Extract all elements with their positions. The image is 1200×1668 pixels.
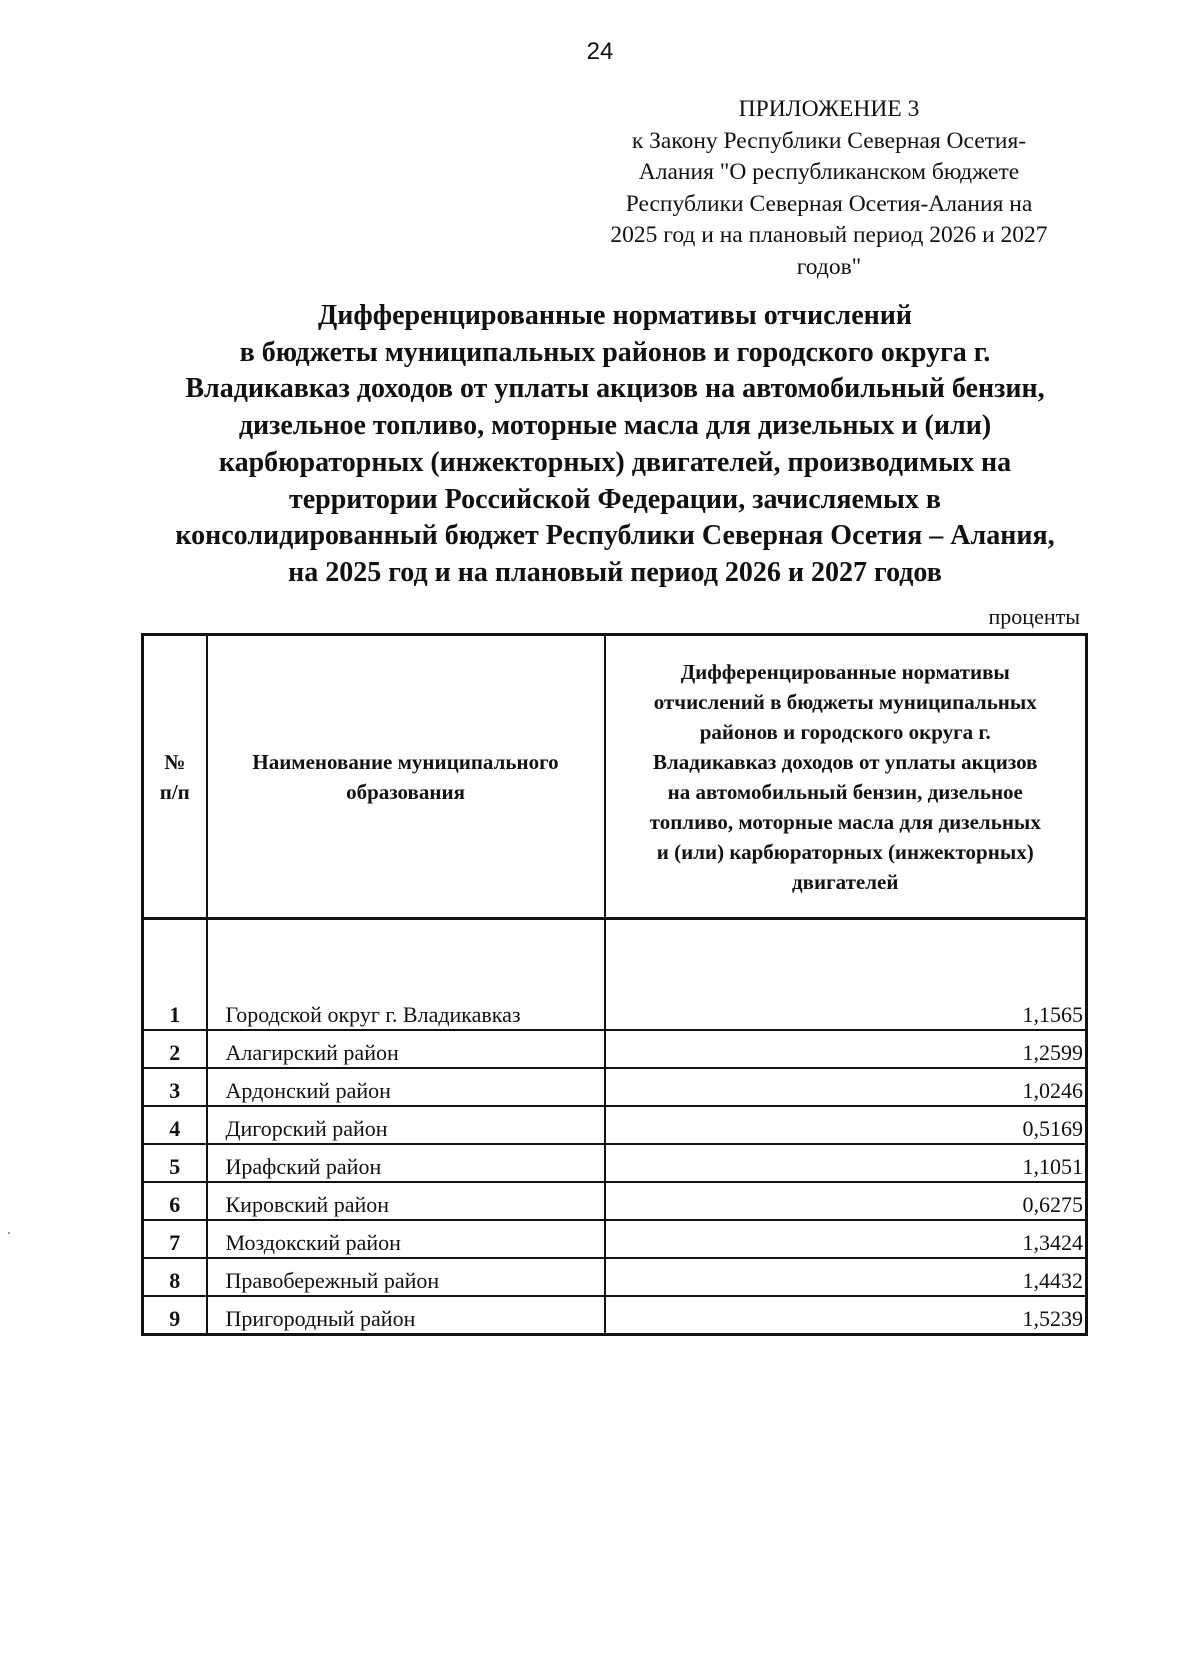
appendix-line: 2025 год и на плановый период 2026 и 2027 (610, 222, 1048, 248)
allocation-table-wrapper (141, 633, 1085, 1336)
row-number: 7 (143, 1220, 207, 1258)
table-row (143, 1068, 1087, 1106)
allocation-table (141, 633, 1088, 1336)
title-line: консолидированный бюджет Республики Северная Осетия – Алания, (175, 520, 1055, 552)
row-number: 2 (143, 1030, 207, 1068)
table-row (143, 1182, 1087, 1220)
row-number: 5 (143, 1144, 207, 1182)
header-number-line: п/п (159, 779, 190, 804)
row-municipality: Пригородный район (207, 1296, 605, 1335)
header-standard-line: отчислений в бюджеты муниципальных (653, 689, 1037, 714)
table-row (143, 1296, 1087, 1335)
title-line: территории Российской Федерации, зачисляемых в (288, 483, 942, 515)
table-row (143, 1106, 1087, 1144)
row-municipality: Дигорский район (207, 1106, 605, 1144)
row-value: 1,0246 (605, 1068, 1087, 1106)
table-row (143, 1220, 1087, 1258)
title-line: в бюджеты муниципальных районов и городского округа г. (239, 336, 991, 368)
row-value: 1,1565 (605, 919, 1087, 1031)
row-number: 3 (143, 1068, 207, 1106)
row-municipality: Городской округ г. Владикавказ (207, 919, 605, 1031)
header-standard-line: Владикавказ доходов от уплаты акцизов (652, 749, 1038, 774)
row-municipality: Моздокский район (207, 1220, 605, 1258)
row-value: 1,5239 (605, 1296, 1087, 1335)
row-municipality: Алагирский район (207, 1030, 605, 1068)
appendix-line: к Закону Республики Северная Осетия- (631, 127, 1027, 154)
header-standard-line: двигателей (792, 869, 899, 894)
table-row (143, 1258, 1087, 1296)
title-line: дизельное топливо, моторные масла для дизельных и (или) (238, 410, 992, 442)
row-number: 1 (143, 919, 207, 1031)
row-number: 8 (143, 1258, 207, 1296)
header-standard-line: Дифференцированные нормативы (680, 659, 1010, 684)
table-header-row (143, 635, 1087, 919)
page-number: 24 (586, 38, 614, 65)
row-value: 0,5169 (605, 1106, 1087, 1144)
title-line: карбюраторных (инжекторных) двигателей, производимых на (218, 446, 1012, 478)
appendix-line: Алания "О республиканском бюджете (638, 159, 1020, 185)
header-municipality-line: Наименование муниципального (252, 749, 559, 774)
row-value: 1,1051 (605, 1144, 1087, 1182)
row-municipality: Правобережный район (207, 1258, 605, 1296)
row-value: 1,2599 (605, 1030, 1087, 1068)
units-label: проценты (988, 604, 1080, 629)
table-row (143, 1144, 1087, 1182)
appendix-line: годов" (796, 253, 862, 280)
header-number (143, 635, 207, 919)
header-standard (605, 635, 1087, 919)
row-value: 1,4432 (605, 1258, 1087, 1296)
header-standard-line: на автомобильный бензин, дизельное (667, 779, 1023, 804)
document-title (60, 298, 1170, 592)
header-standard-line: топливо, моторные масла для дизельных (649, 809, 1041, 834)
title-line: Владикавказ доходов от уплаты акцизов на автомобильный бензин, (185, 373, 1045, 405)
header-municipality (207, 635, 605, 919)
header-number-line: № (164, 749, 186, 774)
table-row (143, 919, 1087, 1031)
row-municipality: Ардонский район (207, 1068, 605, 1106)
appendix-line: ПРИЛОЖЕНИЕ 3 (738, 96, 920, 122)
appendix-heading (580, 94, 1078, 283)
title-line: на 2025 год и на плановый период 2026 и 2027 годов (288, 556, 942, 588)
title-line: Дифференцированные нормативы отчислений (317, 300, 913, 331)
row-number: 9 (143, 1296, 207, 1335)
scan-speck (8, 1232, 10, 1234)
row-municipality: Ирафский район (207, 1144, 605, 1182)
row-municipality: Кировский район (207, 1182, 605, 1220)
appendix-line: Республики Северная Осетия-Алания на (625, 190, 1033, 217)
row-value: 1,3424 (605, 1220, 1087, 1258)
header-municipality-line: образования (346, 779, 465, 804)
row-number: 6 (143, 1182, 207, 1220)
row-number: 4 (143, 1106, 207, 1144)
header-standard-line: и (или) карбюраторных (инжекторных) (656, 839, 1034, 864)
table-row (143, 1030, 1087, 1068)
header-standard-line: районов и городского округа г. (699, 719, 991, 744)
row-value: 0,6275 (605, 1182, 1087, 1220)
